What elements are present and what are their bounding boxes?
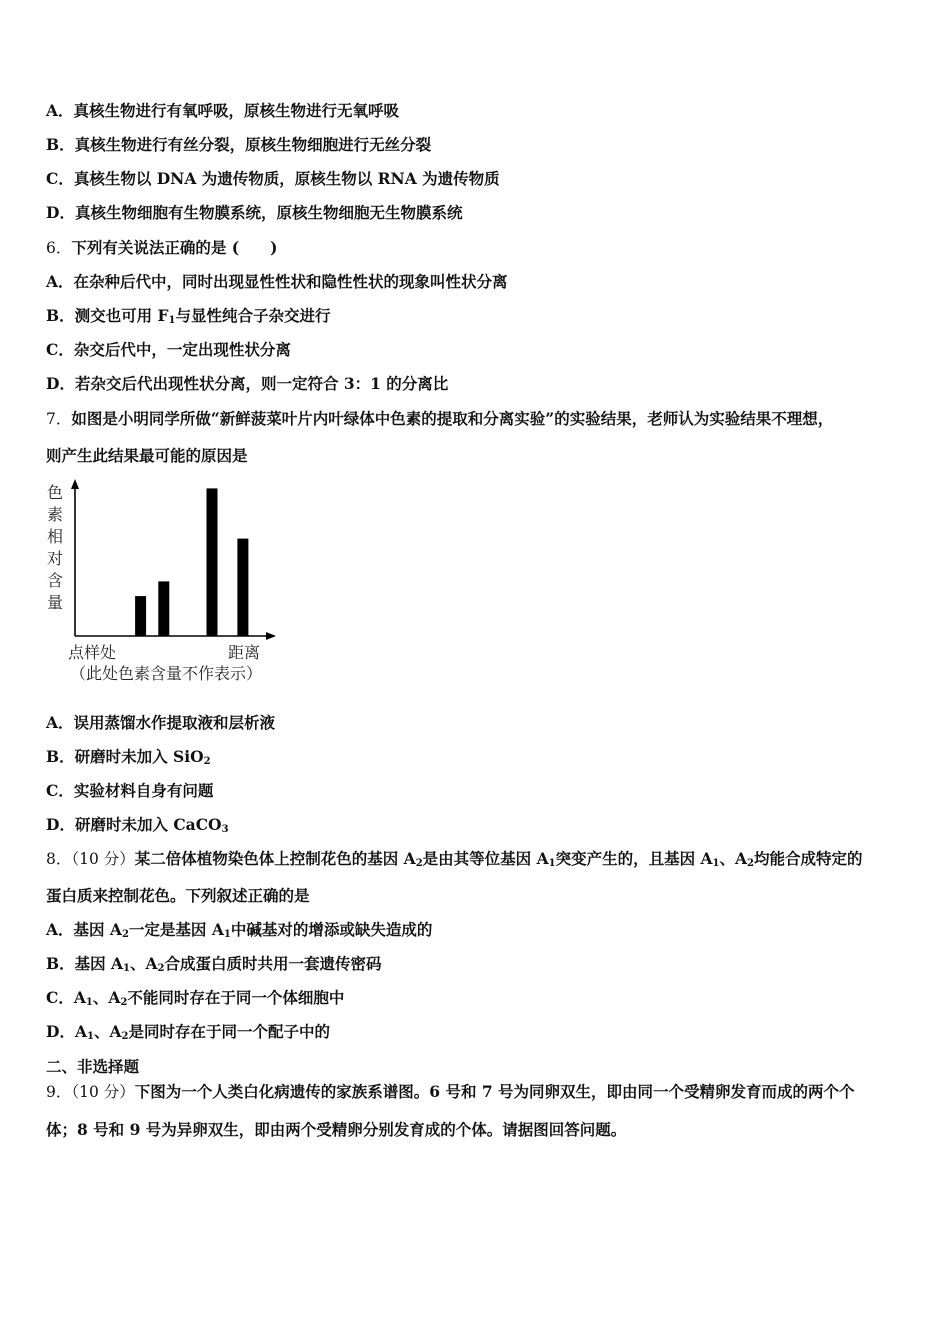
q7-stem-line2: 则产生此结果最可能的原因是 [46, 446, 248, 465]
q6-option-a: A．在杂种后代中，同时出现显性性状和隐性性状的现象叫性状分离 [46, 272, 508, 291]
q6-number: 6． [46, 239, 72, 257]
q7-option-d: D．研磨时未加入 CaCO$_3$ [46, 815, 229, 835]
q9-number: 9．（10 分） [46, 1083, 135, 1101]
q6-stem-text: 下列有关说法正确的是 ( ) [71, 238, 278, 257]
y-axis-label-char: 素 [47, 505, 64, 524]
y-axis-label-char: 色 [47, 483, 64, 502]
y-axis-label [47, 483, 63, 612]
chart-note: （此处色素含量不作表示） [70, 664, 263, 683]
section-heading: 二、非选择题 [46, 1057, 140, 1076]
y-axis-label-char: 对 [47, 549, 64, 568]
q5-option-a: A．真核生物进行有氧呼吸，原核生物进行无氧呼吸 [46, 101, 400, 120]
q8-option-a: A．基因 $A_2$一定是基因 $A_1$中碱基对的增添或缺失造成的 [46, 920, 433, 940]
pigment-bar-2 [158, 581, 169, 636]
y-axis-label-char: 量 [47, 593, 64, 612]
q5-option-b: B．真核生物进行有丝分裂，原核生物细胞进行无丝分裂 [46, 135, 432, 154]
y-axis-label-char: 相 [47, 527, 64, 546]
x-label-end: 距离 [228, 643, 261, 662]
q8-stem-line1: 8．（10 分）某二倍体植物染色体上控制花色的基因 $A_2$是由其等位基因 $A_1$突变产生的，且基因 $A_1$、$A_2$均能合成特定的 [46, 849, 863, 869]
q9-stem-line1: 9．（10 分）下图为一个人类白化病遗传的家族系谱图。6 号和 7 号为同卵双生，即由同一个受精卵发育而成的两个个 [46, 1082, 855, 1101]
q7-option-c: C．实验材料自身有问题 [46, 781, 214, 800]
q8-option-c: C．$A_1$、$A_2$不能同时存在于同一个体细胞中 [46, 988, 345, 1008]
x-axis-arrow [266, 632, 276, 640]
q6-stem [46, 238, 277, 258]
q7-stem-line1: 7．如图是小明同学所做“新鲜菠菜叶片内叶绿体中色素的提取和分离实验”的实验结果，老师认为实验结果不理想， [46, 409, 834, 428]
pigment-bar-4 [237, 539, 248, 636]
y-axis-label-char: 含 [47, 571, 64, 590]
q6-option-d: D．若杂交后代出现性状分离，则一定符合 3：1 的分离比 [46, 374, 449, 393]
q8-option-d: D．$A_1$、$A_2$是同时存在于同一个配子中的 [46, 1022, 330, 1042]
q8-number: 8．（10 分） [46, 850, 135, 868]
x-label-start: 点样处 [68, 643, 117, 662]
q5-option-d: D．真核生物细胞有生物膜系统，原核生物细胞无生物膜系统 [46, 203, 463, 222]
q8-stem-line2: 蛋白质来控制花色。下列叙述正确的是 [46, 886, 310, 905]
q5-option-c: C．真核生物以 DNA 为遗传物质，原核生物以 RNA 为遗传物质 [46, 169, 500, 188]
pigment-bar-3 [207, 488, 218, 636]
q7-option-a: A．误用蒸馏水作提取液和层析液 [46, 713, 276, 732]
q6-option-c: C．杂交后代中，一定出现性状分离 [46, 340, 291, 359]
pigment-bar-1 [135, 596, 146, 636]
pigment-bar-chart [44, 478, 284, 688]
q7-number: 7． [46, 410, 72, 428]
q6-option-b: B．测交也可用 $F_1$与显性纯合子杂交进行 [46, 306, 331, 326]
q8-option-b: B．基因 $A_1$、$A_2$合成蛋白质时共用一套遗传密码 [46, 954, 382, 974]
y-axis-arrow [71, 479, 79, 489]
q9-stem-line2: 体；8 号和 9 号为异卵双生，即由两个受精卵分别发育成的个体。请据图回答问题。 [46, 1120, 627, 1139]
q7-option-b: B．研磨时未加入 SiO$_2$ [46, 747, 211, 767]
